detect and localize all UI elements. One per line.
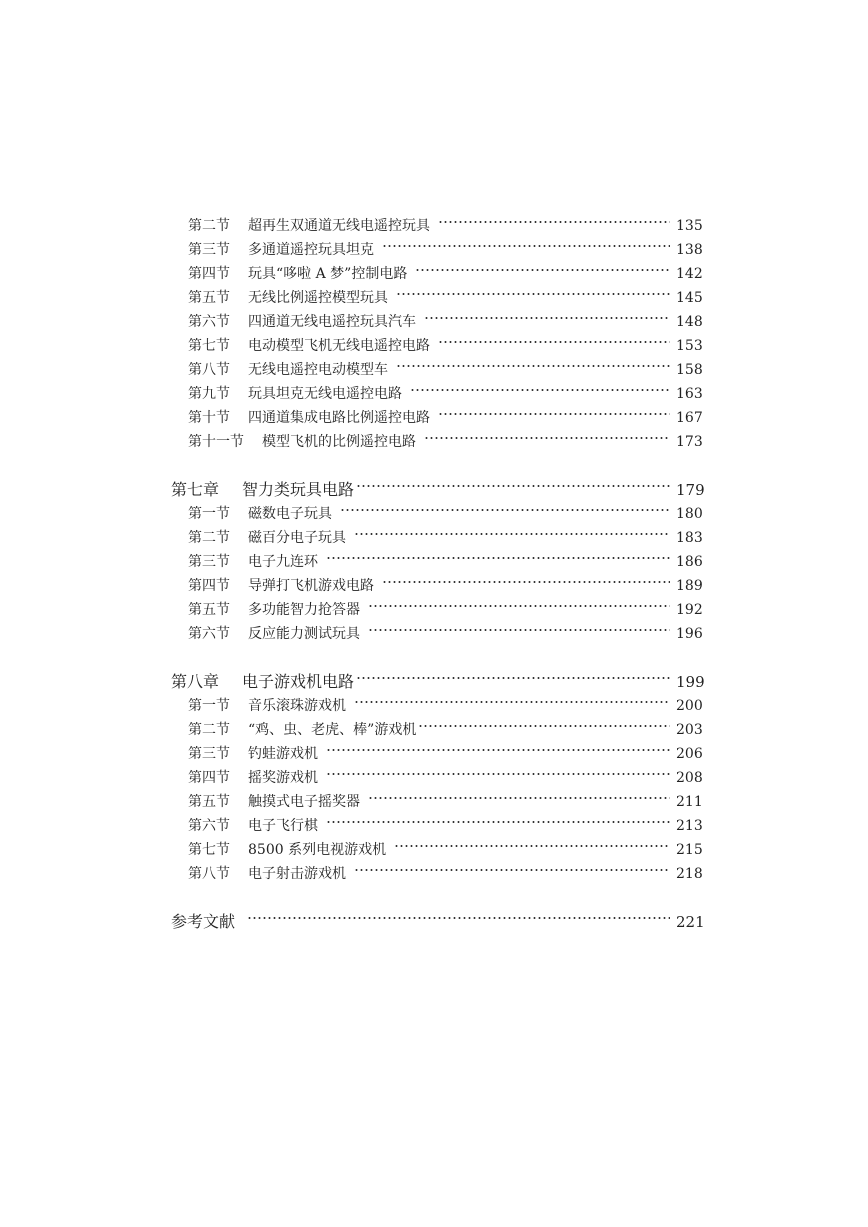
section-number: 第四节	[188, 770, 230, 786]
dot-leader	[394, 845, 670, 847]
page-number: 153	[676, 338, 703, 354]
page-number: 145	[676, 290, 703, 306]
section-number: 第八节	[188, 866, 230, 882]
page-number: 200	[676, 698, 703, 714]
page-number: 211	[676, 794, 703, 810]
section-number: 第七节	[188, 338, 230, 354]
dot-leader	[396, 293, 670, 295]
section-title: 无线电遥控电动模型车	[248, 362, 388, 378]
dot-leader	[382, 245, 670, 247]
dot-leader	[354, 701, 670, 703]
section-title: 磁百分电子玩具	[248, 530, 346, 546]
toc-entry[interactable]	[188, 430, 703, 454]
chapter-number: 第七章	[171, 480, 220, 499]
page-number: 135	[676, 218, 703, 234]
section-title: 无线比例遥控模型玩具	[248, 290, 388, 306]
section-title: 电子飞行棋	[248, 818, 318, 834]
page-number: 180	[676, 506, 703, 522]
page-number: 183	[676, 530, 703, 546]
section-number: 第七节	[188, 842, 230, 858]
toc-entry[interactable]	[188, 334, 703, 358]
section-number: 第八节	[188, 362, 230, 378]
section-number: 第二节	[188, 218, 230, 234]
section-title: 电子射击游戏机	[248, 866, 346, 882]
page-number: 203	[676, 722, 703, 738]
toc-entry[interactable]	[188, 262, 703, 286]
dot-leader	[410, 389, 670, 391]
toc-entry[interactable]	[188, 526, 703, 550]
dot-leader	[340, 509, 670, 511]
section-number: 第六节	[188, 626, 230, 642]
section-number: 第五节	[188, 290, 230, 306]
section-number: 第四节	[188, 578, 230, 594]
page-number: 215	[676, 842, 703, 858]
section-title: 四通道无线电遥控玩具汽车	[248, 314, 416, 330]
section-number: 第一节	[188, 698, 230, 714]
section-number: 第六节	[188, 818, 230, 834]
toc-entry[interactable]	[188, 718, 703, 742]
dot-leader	[415, 269, 670, 271]
dot-leader	[247, 917, 670, 919]
page-number: 158	[676, 362, 703, 378]
chapter-number: 第八章	[171, 672, 220, 691]
section-title: 音乐滚珠游戏机	[248, 698, 346, 714]
dot-leader	[368, 605, 670, 607]
section-title: 导弹打飞机游戏电路	[248, 578, 374, 594]
dot-leader	[382, 581, 670, 583]
toc-entry[interactable]	[188, 238, 703, 262]
toc-references[interactable]	[171, 910, 705, 934]
toc-entry[interactable]	[188, 766, 703, 790]
section-title: 玩具“哆啦 A 梦”控制电路	[248, 266, 408, 282]
page-number: 206	[676, 746, 703, 762]
toc-entry[interactable]	[188, 406, 703, 430]
page-number: 142	[676, 266, 703, 282]
toc-entry[interactable]	[188, 694, 703, 718]
dot-leader	[356, 677, 670, 679]
page-number: 138	[676, 242, 703, 258]
toc-entry[interactable]	[188, 622, 703, 646]
dot-leader	[424, 317, 670, 319]
page-number: 186	[676, 554, 703, 570]
section-number: 第一节	[188, 506, 230, 522]
references-title: 参考文献	[171, 912, 236, 931]
toc-chapter-8[interactable]	[171, 670, 705, 694]
section-title: 反应能力测试玩具	[248, 626, 360, 642]
page-number: 208	[676, 770, 703, 786]
dot-leader	[418, 725, 670, 727]
toc-entry[interactable]	[188, 310, 703, 334]
section-number: 第二节	[188, 722, 230, 738]
dot-leader	[396, 365, 670, 367]
section-number: 第三节	[188, 554, 230, 570]
page-number: 213	[676, 818, 703, 834]
section-number: 第三节	[188, 746, 230, 762]
section-title: 超再生双通道无线电遥控玩具	[248, 218, 430, 234]
toc-chapter-7[interactable]	[171, 478, 705, 502]
chapter-title: 智力类玩具电路	[242, 480, 355, 499]
dot-leader	[354, 533, 670, 535]
section-title: 磁数电子玩具	[248, 506, 332, 522]
dot-leader	[424, 437, 670, 439]
section-title: 玩具坦克无线电遥控电路	[248, 386, 402, 402]
toc-entry[interactable]	[188, 838, 703, 862]
toc-entry[interactable]	[188, 214, 703, 238]
dot-leader	[326, 821, 670, 823]
section-number: 第三节	[188, 242, 230, 258]
page-number: 192	[676, 602, 703, 618]
toc-entry[interactable]	[188, 790, 703, 814]
section-title: 电子九连环	[248, 554, 318, 570]
toc-entry[interactable]	[188, 550, 703, 574]
section-title: 摇奖游戏机	[248, 770, 318, 786]
section-number: 第六节	[188, 314, 230, 330]
page-number: 179	[676, 481, 705, 499]
section-number: 第五节	[188, 602, 230, 618]
dot-leader	[438, 341, 670, 343]
toc-entry[interactable]	[188, 742, 703, 766]
dot-leader	[438, 221, 670, 223]
page-number: 173	[676, 434, 703, 450]
section-title: 多通道遥控玩具坦克	[248, 242, 374, 258]
section-title: 钓蛙游戏机	[248, 746, 318, 762]
section-number: 第二节	[188, 530, 230, 546]
section-number: 第五节	[188, 794, 230, 810]
toc-entry[interactable]	[188, 574, 703, 598]
section-number: 第十一节	[188, 434, 244, 450]
section-title: 8500 系列电视游戏机	[248, 842, 387, 858]
toc-entry[interactable]	[188, 598, 703, 622]
toc-entry[interactable]	[188, 814, 703, 838]
section-number: 第十节	[188, 410, 230, 426]
dot-leader	[326, 773, 670, 775]
page-number: 163	[676, 386, 703, 402]
dot-leader	[326, 749, 670, 751]
dot-leader	[356, 485, 670, 487]
toc-entry[interactable]	[188, 502, 703, 526]
toc-entry[interactable]	[188, 358, 703, 382]
section-title: 电动模型飞机无线电遥控电路	[248, 338, 430, 354]
section-title: 四通道集成电路比例遥控电路	[248, 410, 430, 426]
page-number: 196	[676, 626, 703, 642]
dot-leader	[326, 557, 670, 559]
section-number: 第四节	[188, 266, 230, 282]
section-title: “鸡、虫、老虎、棒”游戏机	[248, 722, 417, 738]
dot-leader	[368, 797, 670, 799]
page-number: 167	[676, 410, 703, 426]
dot-leader	[368, 629, 670, 631]
section-title: 多功能智力抢答器	[248, 602, 360, 618]
chapter-title: 电子游戏机电路	[242, 672, 355, 691]
dot-leader	[354, 869, 670, 871]
toc-entry[interactable]	[188, 382, 703, 406]
page-number: 189	[676, 578, 703, 594]
toc-entry[interactable]	[188, 286, 703, 310]
page-number: 221	[676, 913, 705, 931]
section-number: 第九节	[188, 386, 230, 402]
dot-leader	[438, 413, 670, 415]
page-number: 148	[676, 314, 703, 330]
section-title: 触摸式电子摇奖器	[248, 794, 360, 810]
page-number: 218	[676, 866, 703, 882]
toc-entry[interactable]	[188, 862, 703, 886]
section-title: 模型飞机的比例遥控电路	[262, 434, 416, 450]
page-number: 199	[676, 673, 705, 691]
